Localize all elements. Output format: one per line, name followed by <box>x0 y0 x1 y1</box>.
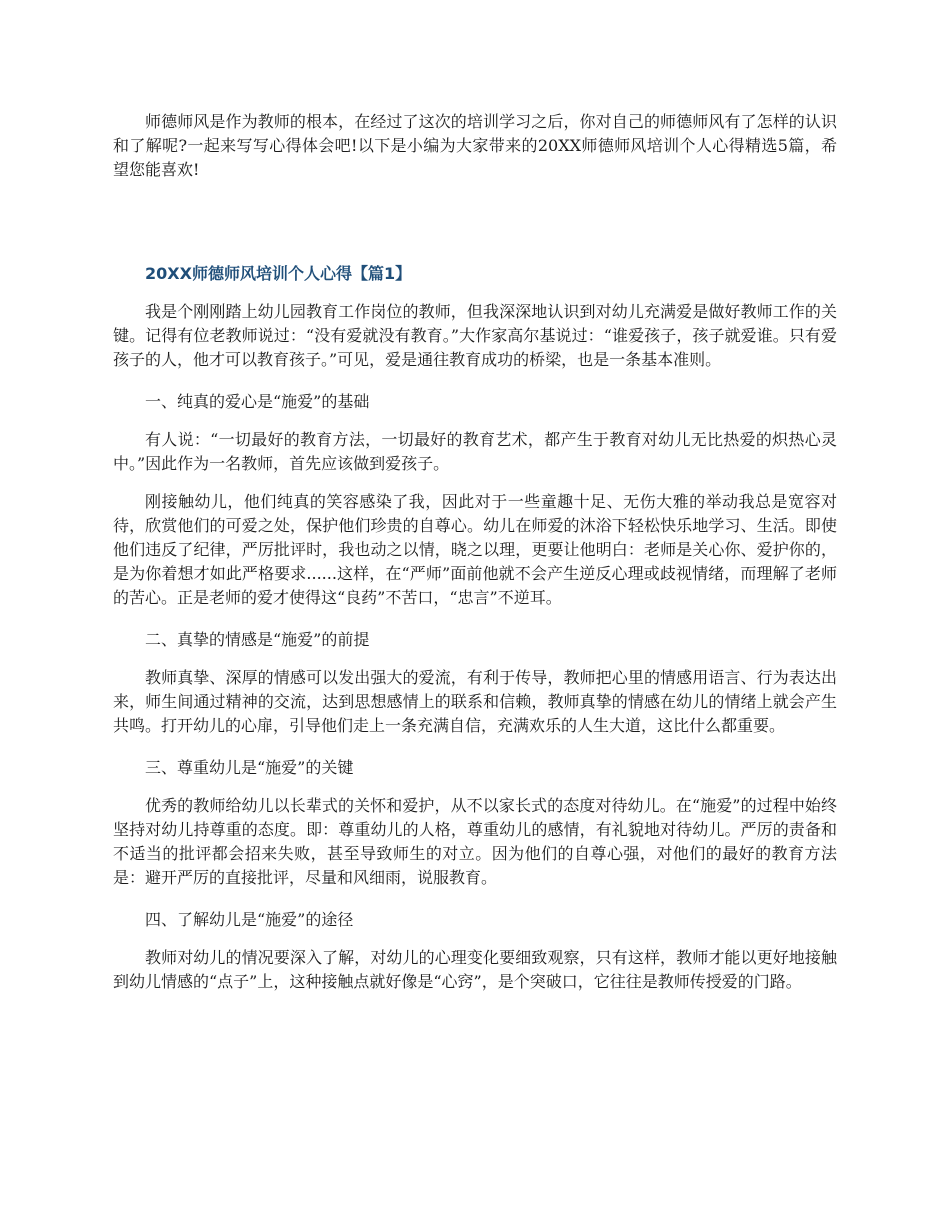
subheading-1: 一、纯真的爱心是“施爱”的基础 <box>145 392 370 411</box>
paragraph-4: 教师真挚、深厚的情感可以发出强大的爱流，有利于传导，教师把心里的情感用语言、行为表达出来，师生间通过精神的交流，达到思想感情上的联系和信赖，教师真挚的情感在幼儿的情绪上就会产生共鸣。打开幼儿的心扉，引导他们走上一条充满自信，充满欢乐的人生大道，这比什么都重要。 <box>113 668 837 735</box>
paragraph-1: 我是个刚刚踏上幼儿园教育工作岗位的教师，但我深深地认识到对幼儿充满爱是做好教师工作的关键。记得有位老教师说过：“没有爱就没有教育。”大作家高尔基说过：“谁爱孩子，孩子就爱谁。只有爱孩子的人，他才可以教育孩子。”可见，爱是通往教育成功的桥梁，也是一条基本准则。 <box>113 302 837 369</box>
subheading-4: 四、了解幼儿是“施爱”的途径 <box>145 910 354 929</box>
paragraph-6: 教师对幼儿的情况要深入了解，对幼儿的心理变化要细致观察，只有这样，教师才能以更好地接触到幼儿情感的“点子”上，这种接触点就好像是“心窍”，是个突破口，它往往是教师传授爱的门路。 <box>113 948 837 991</box>
intro-paragraph: 师德师风是作为教师的根本，在经过了这次的培训学习之后，你对自己的师德师风有了怎样的认识和了解呢?一起来写写心得体会吧!以下是小编为大家带来的20XX师德师风培训个人心得精选5篇，希望您能喜欢! <box>113 112 837 179</box>
subheading-3: 三、尊重幼儿是“施爱”的关键 <box>145 758 354 777</box>
subheading-2: 二、真挚的情感是“施爱”的前提 <box>145 630 370 649</box>
paragraph-5: 优秀的教师给幼儿以长辈式的关怀和爱护，从不以家长式的态度对待幼儿。在“施爱”的过程中始终坚持对幼儿持尊重的态度。即：尊重幼儿的人格，尊重幼儿的感情，有礼貌地对待幼儿。严厉的责备和不适当的批评都会招来失败，甚至导致师生的对立。因为他们的自尊心强，对他们的最好的教育方法是：避开严厉的直接批评，尽量和风细雨，说服教育。 <box>113 796 837 887</box>
paragraph-3: 刚接触幼儿，他们纯真的笑容感染了我，因此对于一些童趣十足、无伤大雅的举动我总是宽容对待，欣赏他们的可爱之处，保护他们珍贵的自尊心。幼儿在师爱的沐浴下轻松快乐地学习、生活。即使他们违反了纪律，严厉批评时，我也动之以情，晓之以理，更要让他明白：老师是关心你、爱护你的，是为你着想才如此严格要求......这样，在“严师”面前他就不会产生逆反心理或歧视情绪，而理解了老师的苦心。正是老师的爱才使得这“良药”不苦口，“忠言”不逆耳。 <box>113 492 837 607</box>
paragraph-2: 有人说：“一切最好的教育方法，一切最好的教育艺术，都产生于教育对幼儿无比热爱的炽热心灵中。”因此作为一名教师，首先应该做到爱孩子。 <box>113 430 837 473</box>
document-page <box>113 110 837 994</box>
section-title: 20XX师德师风培训个人心得【篇1】 <box>145 264 412 283</box>
